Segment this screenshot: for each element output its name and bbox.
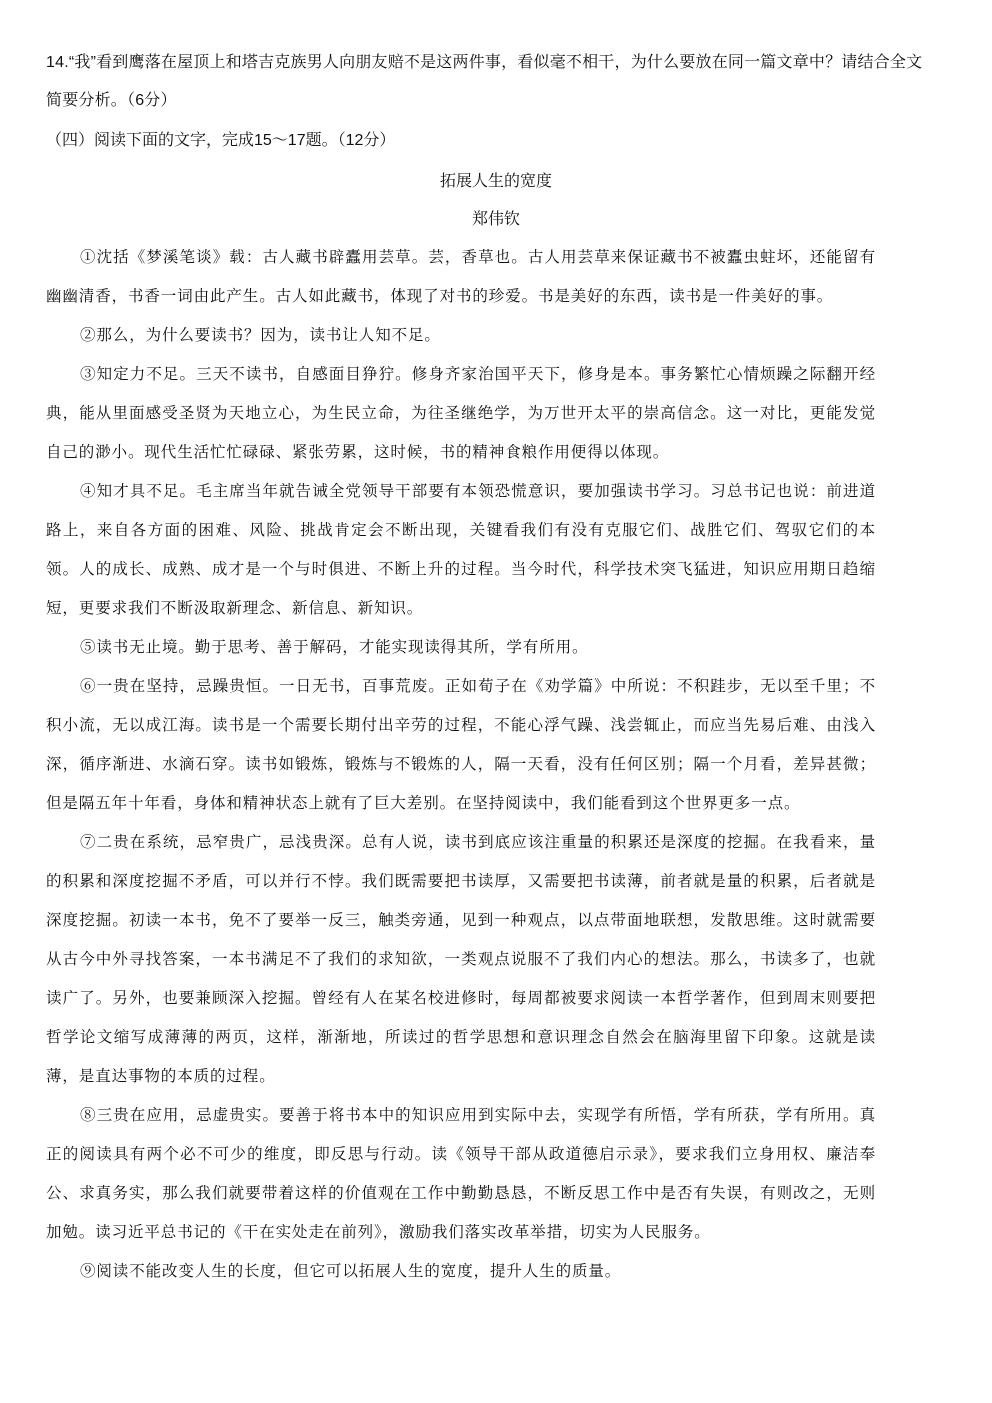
paragraph-7: ⑦二贵在系统，忌窄贵广，忌浅贵深。总有人说，读书到底应该注重量的积累还是深度的挖掘。在我看来，量的积累和深度挖掘不矛盾，可以并行不悖。我们既需要把书读厚，又需要把书读薄，前者就是量的积累，后者就是深度挖掘。初读一本书，免不了要举一反三，触类旁通，见到一种观点，以点带面地联想，发散思维。这时就需要从古今中外寻找答案，一本书满足不了我们的求知欲，一类观点说服不了我们内心的想法。那么，书读多了，也就读广了。另外，也要兼顾深入挖掘。曾经有人在某名校进修时，每周都被要求阅读一本哲学著作，但到周末则要把哲学论文缩写成薄薄的两页，这样，渐渐地，所读过的哲学思想和意识理念自然会在脑海里留下印象。这就是读薄，是直达事物的本质的过程。 [46,833,876,1085]
paragraph-1: ①沈括《梦溪笔谈》载：古人藏书辟蠹用芸草。芸，香草也。古人用芸草来保证藏书不被蠹虫蛀坏，还能留有幽幽清香，书香一词由此产生。古人如此藏书，体现了对书的珍爱。书是美好的东西，读书是一件美好的事。 [46,248,876,305]
paragraph-9: ⑨阅读不能改变人生的长度，但它可以拓展人生的宽度，提升人生的质量。 [80,1262,622,1280]
paragraph-8: ⑧三贵在应用，忌虚贵实。要善于将书本中的知识应用到实际中去，实现学有所悟，学有所获，学有所用。真正的阅读具有两个必不可少的维度，即反思与行动。读《领导干部从政道德启示录》，要求我们立身用权、廉洁奉公、求真务实，那么我们就要带着这样的价值观在工作中勤勤恳恳，不断反思工作中是否有失误，有则改之，无则加勉。读习近平总书记的《干在实处走在前列》，激励我们落实改革举措，切实为人民服务。 [46,1106,876,1241]
paragraph-3: ③知定力不足。三天不读书，自感面目狰狞。修身齐家治国平天下，修身是本。事务繁忙心情烦躁之际翻开经典，能从里面感受圣贤为天地立心，为生民立命，为往圣继绝学，为万世开太平的崇高信念。这一对比，更能发觉自己的渺小。现代生活忙忙碌碌、紧张劳累，这时候，书的精神食粮作用便得以体现。 [46,365,876,461]
section-heading: （四）阅读下面的文字，完成15～17题。（12分） [46,132,396,149]
paragraph-5: ⑤读书无止境。勤于思考、善于解码，才能实现读得其所，学有所用。 [80,638,589,656]
article-title: 拓展人生的宽度 [439,173,552,190]
paragraph-6: ⑥一贵在坚持，忌躁贵恒。一日无书，百事荒废。正如荀子在《劝学篇》中所说：不积跬步，无以至千里；不积小流，无以成江海。读书是一个需要长期付出辛劳的过程，不能心浮气躁、浅尝辄止，而应当先易后难、由浅入深，循序渐进、水滴石穿。读书如锻炼，锻炼与不锻炼的人，隔一天看，没有任何区别；隔一个月看，差异甚微；但是隔五年十年看，身体和精神状态上就有了巨大差别。在坚持阅读中，我们能看到这个世界更多一点。 [46,677,876,812]
paragraph-4: ④知才具不足。毛主席当年就告诫全党领导干部要有本领恐慌意识，要加强读书学习。习总书记也说：前进道路上，来自各方面的困难、风险、挑战肯定会不断出现，关键看我们有没有克服它们、战胜它们、驾驭它们的本领。人的成长、成熟、成才是一个与时俱进、不断上升的过程。当今时代，科学技术突飞猛进，知识应用期日趋缩短，更要求我们不断汲取新理念、新信息、新知识。 [46,482,876,617]
question-14: 14.“我”看到鹰落在屋顶上和塔吉克族男人向朋友赔不是这两件事，看似毫不相干，为什么要放在同一篇文章中？请结合全文简要分析。（6分） [46,54,923,109]
paragraph-2: ②那么，为什么要读书？因为，读书让人知不足。 [80,326,441,344]
article-author: 郑伟钦 [471,211,520,228]
article-body [46,238,876,1291]
